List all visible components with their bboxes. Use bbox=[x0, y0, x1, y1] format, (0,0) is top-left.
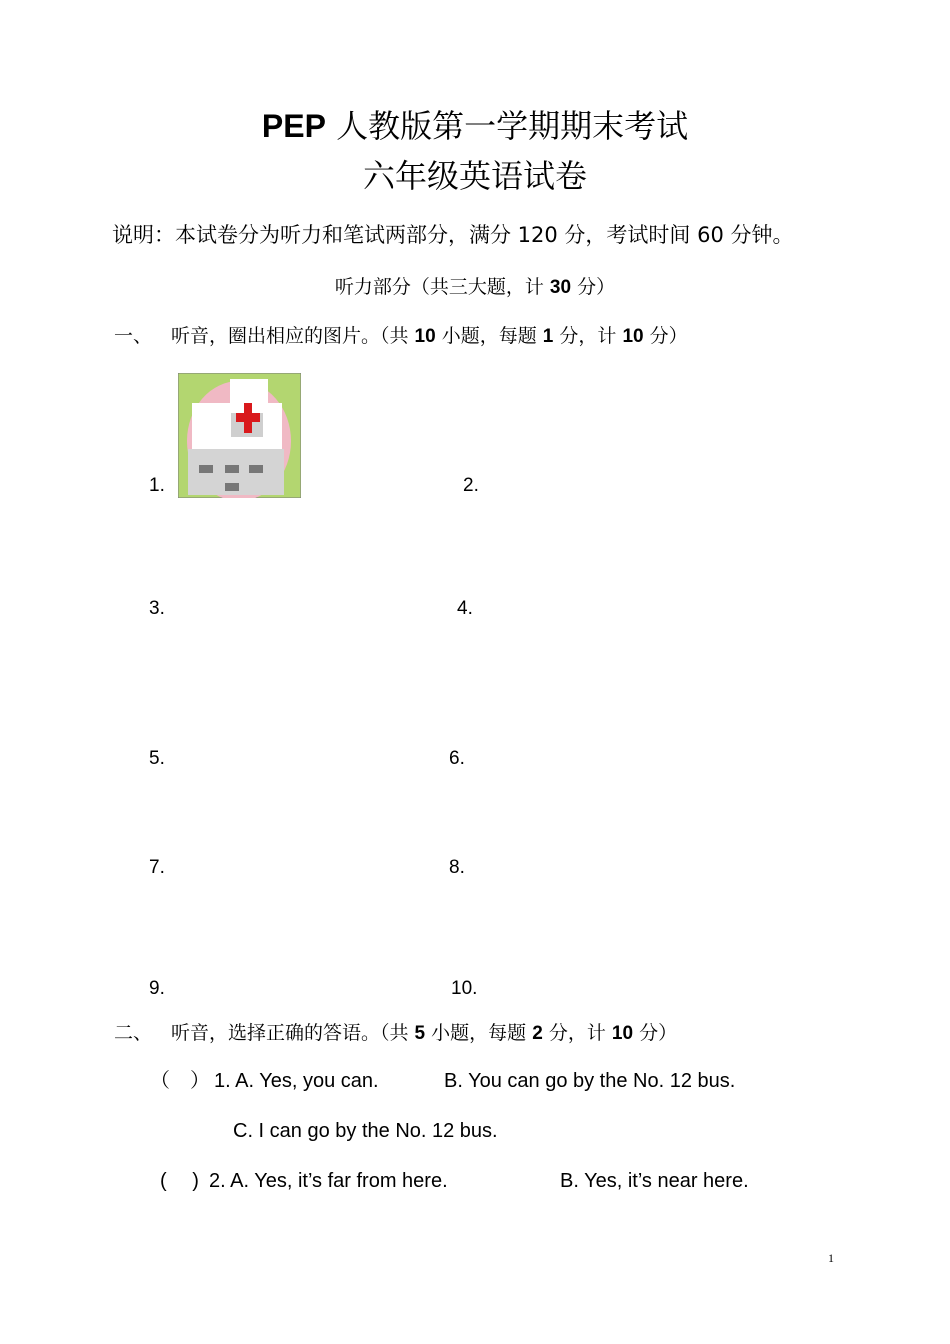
question-2-option-b: B. Yes, it’s near here. bbox=[560, 1170, 749, 1192]
section-1-text-c: 分，计 bbox=[553, 325, 623, 347]
title-line-2: 六年级英语试卷 bbox=[362, 157, 587, 195]
question-1-option-a: 1. A. Yes, you can. bbox=[214, 1070, 379, 1092]
listening-header-text-a: 听力部分（共三大题，计 bbox=[334, 276, 550, 298]
section-2-each: 2 bbox=[532, 1023, 543, 1044]
section-2-text-d: 分） bbox=[633, 1022, 678, 1044]
section-2-marker: 二、 bbox=[114, 1022, 153, 1044]
listening-header-text-b: 分） bbox=[571, 276, 616, 298]
section-2-heading bbox=[171, 1019, 677, 1048]
question-2-option-a: 2. A. Yes, it’s far from here. bbox=[209, 1170, 448, 1192]
section-1-each: 1 bbox=[542, 326, 554, 347]
section-2-text-c: 分，计 bbox=[542, 1022, 612, 1044]
page-number: 1 bbox=[828, 1251, 834, 1265]
question-1-option-b: B. You can go by the No. 12 bus. bbox=[444, 1070, 736, 1092]
item-number: 10. bbox=[451, 978, 478, 999]
section-2-total: 10 bbox=[611, 1023, 634, 1044]
question-1-option-c: C. I can go by the No. 12 bus. bbox=[233, 1120, 498, 1142]
item-number: 2. bbox=[463, 475, 479, 496]
title-line-1 bbox=[0, 104, 950, 148]
item-number: 4. bbox=[457, 598, 473, 619]
section-2-text-b: 小题，每题 bbox=[425, 1022, 533, 1044]
listening-points: 30 bbox=[549, 277, 572, 298]
item-number: 5. bbox=[149, 748, 165, 769]
section-2-count: 5 bbox=[414, 1023, 426, 1044]
section-2-text-a: 听音，选择正确的答语。（共 bbox=[171, 1022, 415, 1044]
hospital-icon bbox=[178, 373, 301, 498]
item-number: 1. bbox=[149, 475, 165, 496]
item-number: 8. bbox=[449, 857, 465, 878]
section-1-count: 10 bbox=[414, 326, 436, 347]
section-1-text-a: 听音，圈出相应的图片。（共 bbox=[171, 325, 415, 347]
exam-note: 说明：本试卷分为听力和笔试两部分，满分 120 分，考试时间 60 分钟。 bbox=[112, 223, 794, 247]
listening-header bbox=[0, 273, 950, 302]
title-line-1-text: 人教版第一学期期末考试 bbox=[325, 107, 689, 145]
section-1-total: 10 bbox=[622, 326, 644, 347]
section-1-marker: 一、 bbox=[114, 325, 153, 347]
title-prefix: PEP bbox=[261, 108, 326, 144]
item-number: 7. bbox=[149, 857, 165, 878]
answer-bracket: （ ） bbox=[150, 1070, 210, 1092]
section-1-text-d: 分） bbox=[643, 325, 688, 347]
item-number: 6. bbox=[449, 748, 465, 769]
item-number: 9. bbox=[149, 978, 165, 999]
answer-bracket: ( ) bbox=[160, 1170, 199, 1192]
section-1-text-b: 小题，每题 bbox=[435, 325, 543, 347]
item-number: 3. bbox=[149, 598, 165, 619]
section-1-heading bbox=[171, 322, 688, 351]
